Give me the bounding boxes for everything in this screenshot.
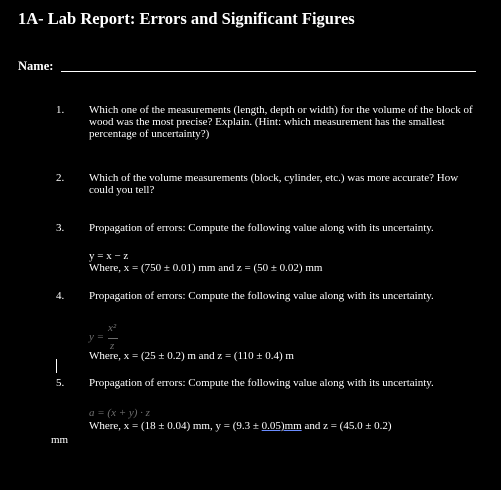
formula-numerator: x² (108, 322, 117, 334)
question-5-values (89, 420, 392, 432)
values-prefix: Where, x = (18 ± 0.04) mm, y = (9.3 ± (89, 420, 262, 432)
question-3-formula: y = x − z (89, 250, 129, 262)
formula-denominator: z (110, 340, 115, 352)
document-title: 1A- Lab Report: Errors and Significant Figures (18, 9, 355, 28)
question-2-number: 2. (56, 172, 65, 184)
name-label: Name: (18, 59, 54, 73)
question-4-number: 4. (56, 290, 65, 302)
name-underline (61, 71, 476, 72)
fraction-bar (108, 338, 118, 339)
margin-unit-note: mm (51, 434, 69, 446)
text-cursor (56, 359, 57, 373)
name-field[interactable] (18, 59, 478, 75)
question-2-text: Which of the volume measurements (block, cylinder, etc.) was more accurate? How could you tell? (89, 172, 459, 196)
question-1-text: Which one of the measurements (length, depth or width) for the volume of the block of wood was the most precise? Explain. (Hint: which measurement has the smallest percentage of uncertainty?) (89, 104, 473, 140)
question-4-formula (89, 318, 139, 354)
question-3-number: 3. (56, 222, 65, 234)
question-5-formula: a = (x + y) · z (89, 407, 150, 419)
values-underlined: 0.05)mm (261, 420, 302, 432)
question-4-values: Where, x = (25 ± 0.2) m and z = (110 ± 0.4) m (89, 350, 294, 362)
question-5-number: 5. (56, 377, 65, 389)
values-suffix: and z = (45.0 ± 0.2) (301, 420, 392, 432)
formula-lhs: y = (89, 331, 105, 343)
question-4-text: Propagation of errors: Compute the following value along with its uncertainty. (89, 290, 434, 302)
question-5-text: Propagation of errors: Compute the following value along with its uncertainty. (89, 377, 434, 389)
question-1-number: 1. (56, 104, 65, 116)
question-3-values: Where, x = (750 ± 0.01) mm and z = (50 ± 0.02) mm (89, 262, 323, 274)
question-3-text: Propagation of errors: Compute the following value along with its uncertainty. (89, 222, 434, 234)
